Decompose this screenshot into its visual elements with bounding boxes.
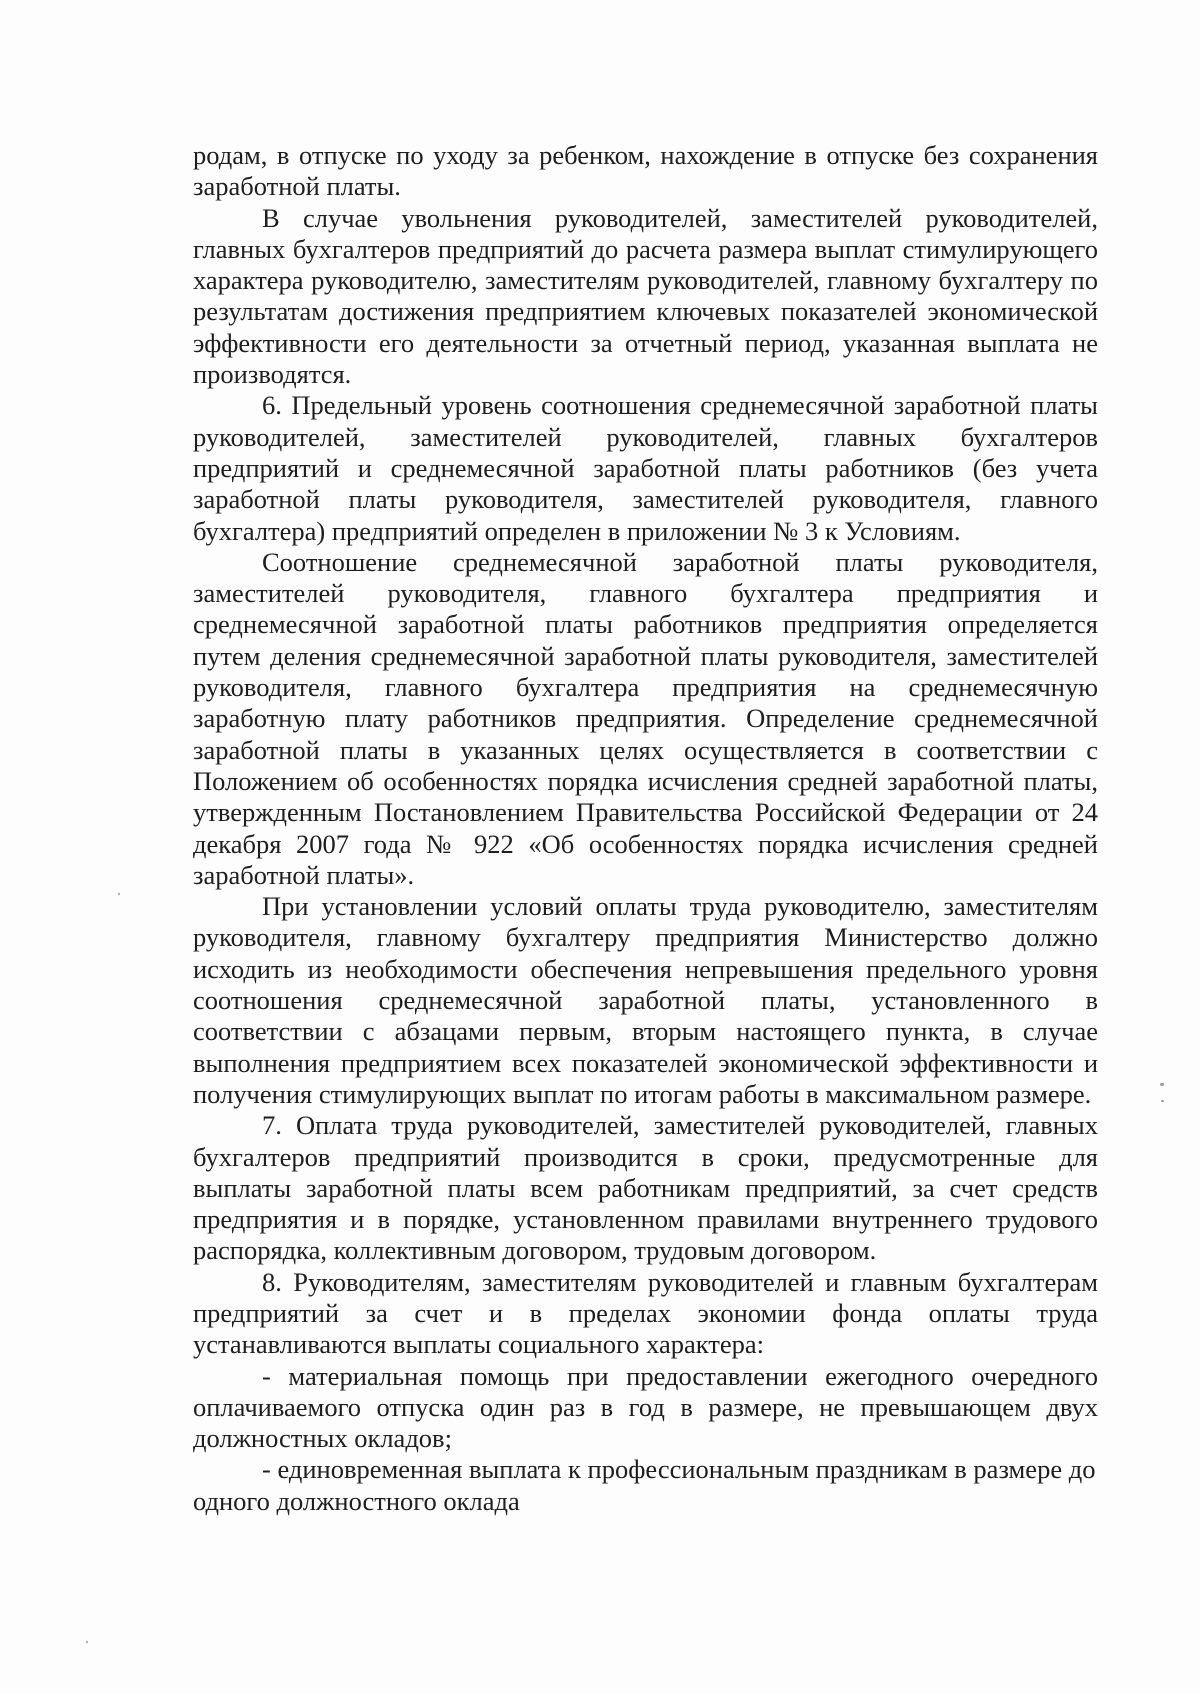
paragraph-conditions: При установлении условий оплаты труда руководителю, заместителям руководителя, главному бухгалтеру предприятия Министерство должно исходить из необходимости обеспечения непревышения предельного уровня соотношения среднемесячной заработной платы, установленного в соответствии с абзацами первым, вторым настоящего пункта, в случае выполнения предприятием всех показателей экономической эффективности и получения стимулирующих выплат по итогам работы в максимальном размере. xyxy=(193,891,1098,1109)
scan-speck xyxy=(1160,1083,1164,1086)
paragraph-continuation: родам, в отпуске по уходу за ребенком, нахождение в отпуске без сохранения заработной платы. xyxy=(193,140,1098,202)
scan-speck xyxy=(118,893,120,895)
paragraph-item-8: 8. Руководителям, заместителям руководителей и главным бухгалтерам предприятий за счет и в пределах экономии фонда оплаты труда устанавливаются выплаты социального характера: xyxy=(193,1266,1098,1360)
scan-speck xyxy=(1161,1100,1164,1102)
paragraph-material-aid: - материальная помощь при предоставлении ежегодного очередного оплачиваемого отпуска один раз в год в размере, не превышающем двух должностных окладов; xyxy=(193,1360,1098,1454)
paragraph-dismissal: В случае увольнения руководителей, заместителей руководителей, главных бухгалтеров предприятий до расчета размера выплат стимулирующего характера руководителю, заместителям руководителей, главному бухгалтеру по результатам достижения предприятием ключевых показателей экономической эффективности его деятельности за отчетный период, указанная выплата не производятся. xyxy=(193,202,1098,390)
scan-speck xyxy=(86,1641,88,1643)
paragraph-item-7: 7. Оплата труда руководителей, заместителей руководителей, главных бухгалтеров предприятий производится в сроки, предусмотренные для выплаты заработной платы всем работникам предприятий, за счет средств предприятия и в порядке, установленном правилами внутреннего трудового распорядка, коллективным договором, трудовым договором. xyxy=(193,1110,1098,1266)
document-body xyxy=(193,140,1098,1517)
paragraph-holiday-payment: - единовременная выплата к профессиональным праздникам в размере до одного должностного оклада xyxy=(193,1454,1096,1516)
paragraph-item-6: 6. Предельный уровень соотношения среднемесячной заработной платы руководителей, заместителей руководителей, главных бухгалтеров предприятий и среднемесячной заработной платы работников (без учета заработной платы руководителя, заместителей руководителя, главного бухгалтера) предприятий определен в приложении № 3 к Условиям. xyxy=(193,390,1098,546)
paragraph-ratio: Соотношение среднемесячной заработной платы руководителя, заместителей руководителя, главного бухгалтера предприятия и среднемесячной заработной платы работников предприятия определяется путем деления среднемесячной заработной платы руководителя, заместителей руководителя, главного бухгалтера предприятия на среднемесячную заработную плату работников предприятия. Определение среднемесячной заработной платы в указанных целях осуществляется в соответствии с Положением об особенностях порядка исчисления средней заработной платы, утвержденным Постановлением Правительства Российской Федерации от 24 декабря 2007 года № 922 «Об особенностях порядка исчисления средней заработной платы». xyxy=(193,546,1098,890)
